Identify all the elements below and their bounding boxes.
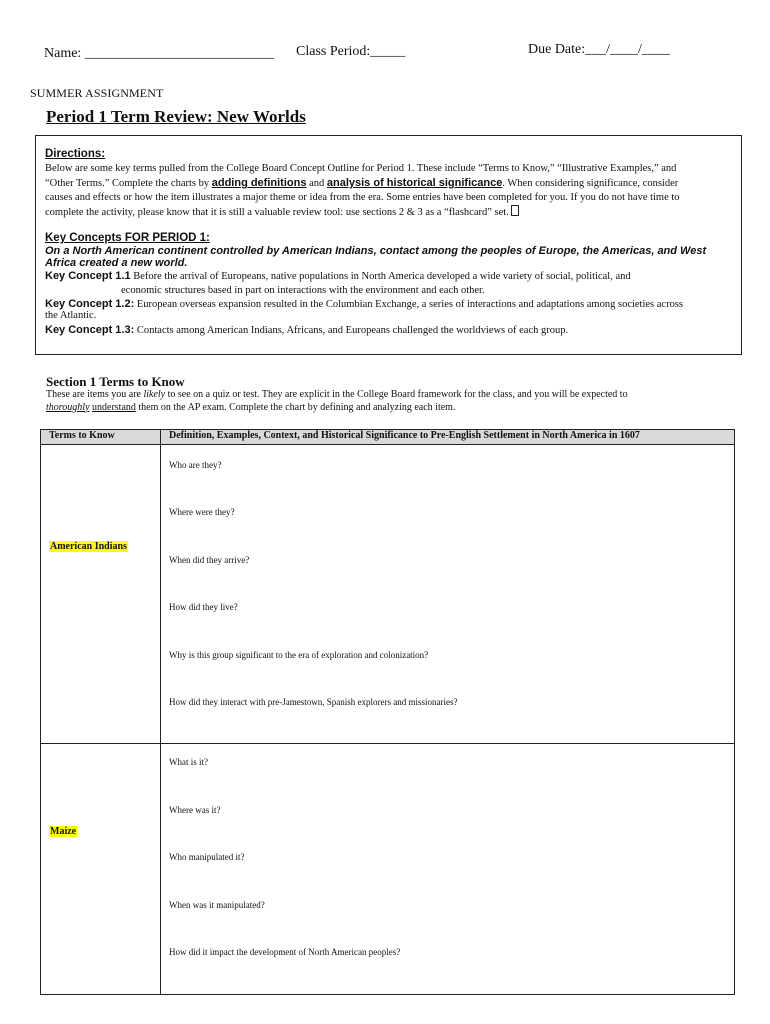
question-prompt: How did they live? xyxy=(169,602,238,612)
directions-line-4-text: complete the activity, please know that it is still a valuable review tool: use sections 2 & 3 as a “flashcard” set. xyxy=(45,207,512,218)
box-glyph-icon xyxy=(511,205,519,216)
directions-line-1: Below are some key terms pulled from the College Board Concept Outline for Period 1. These include “Terms to Know,” “Illustrative Examples,” and xyxy=(45,163,677,174)
table-row xyxy=(41,445,735,744)
answer-cell[interactable] xyxy=(161,445,735,744)
section-1-intro-line-2 xyxy=(46,402,628,415)
adding-definitions-emphasis: adding definitions xyxy=(211,177,307,189)
key-concepts-summary-line-1: On a North American continent controlled by American Indians, contact among the peoples of Europe, the Americas, and West xyxy=(45,245,707,257)
question-prompt: Where was it? xyxy=(169,805,221,815)
page-title: Period 1 Term Review: New Worlds xyxy=(46,107,306,126)
key-concept-1-1-text: Before the arrival of Europeans, native populations in North America developed a wide variety of social, political, and xyxy=(130,271,631,282)
key-concept-1-2 xyxy=(45,297,683,312)
key-concept-1-2-continued: the Atlantic. xyxy=(45,310,97,321)
key-concept-1-1-continued: economic structures based in part on interactions with the environment and each other. xyxy=(121,285,485,296)
key-concept-1-2-text: European overseas expansion resulted in the Columbian Exchange, a series of interactions and adaptations among societies across xyxy=(134,299,683,310)
table-header-row xyxy=(41,430,735,445)
section-1-intro-line-1 xyxy=(46,389,628,402)
directions-heading: Directions: xyxy=(45,148,106,160)
thoroughly-emphasis: thoroughly xyxy=(46,401,90,413)
table-row xyxy=(41,744,735,995)
directions-text xyxy=(45,162,680,220)
section-1-intro-1c: to see on a quiz or test. They are explicit in the College Board framework for the class, and you will be expected to xyxy=(165,389,628,400)
term-cell xyxy=(41,445,161,744)
section-1-intro-1a: These are items you are xyxy=(46,389,144,400)
key-concepts-summary-line-2: Africa created a new world. xyxy=(45,257,188,269)
question-prompt: When did they arrive? xyxy=(169,555,250,565)
answer-cell[interactable] xyxy=(161,744,735,995)
key-concept-1-3-label: Key Concept 1.3: xyxy=(45,324,135,336)
question-prompt: When was it manipulated? xyxy=(169,900,265,910)
question-prompt: Why is this group significant to the era of exploration and colonization? xyxy=(169,650,429,660)
term-label: American Indians xyxy=(50,541,127,552)
key-concepts-heading: Key Concepts FOR PERIOD 1: xyxy=(45,232,210,244)
question-prompt: How did they interact with pre-Jamestown, Spanish explorers and missionaries? xyxy=(169,697,458,707)
key-concept-1-1 xyxy=(45,269,631,284)
directions-line-4 xyxy=(45,205,680,220)
question-prompt: Where were they? xyxy=(169,507,235,517)
due-date-label: Due Date:___/____/____ xyxy=(528,42,670,57)
definition-column-header: Definition, Examples, Context, and Historical Significance to Pre-English Settlement in North America in 1607 xyxy=(161,430,735,445)
term-label: Maize xyxy=(50,826,77,837)
directions-line-2a: “Other Terms.” Complete the charts by xyxy=(45,178,212,189)
assignment-type-label: SUMMER ASSIGNMENT xyxy=(30,86,164,100)
understand-emphasis: understand xyxy=(92,401,136,413)
terms-table xyxy=(40,429,735,995)
key-concept-1-2-label: Key Concept 1.2: xyxy=(45,298,135,310)
question-prompt: What is it? xyxy=(169,757,208,767)
section-1-title: Section 1 Terms to Know xyxy=(46,374,185,389)
question-prompt: Who are they? xyxy=(169,460,222,470)
question-prompt: Who manipulated it? xyxy=(169,852,245,862)
key-concept-1-1-label: Key Concept 1.1 xyxy=(45,270,131,282)
term-cell xyxy=(41,744,161,995)
question-prompt: How did it impact the development of North American peoples? xyxy=(169,947,401,957)
historical-significance-emphasis: analysis of historical significance xyxy=(326,177,503,189)
name-field-label: Name: ___________________________ xyxy=(44,46,274,61)
key-concept-1-3-text: Contacts among American Indians, Africans, and Europeans challenged the worldviews of each group. xyxy=(134,325,569,336)
class-period-label: Class Period:_____ xyxy=(296,44,406,59)
directions-line-2c: and xyxy=(306,178,327,189)
key-concept-1-3 xyxy=(45,323,568,338)
terms-column-header: Terms to Know xyxy=(41,430,161,445)
directions-line-3: causes and effects or how the item illustrates a major theme or idea from the era. Some entries have been completed for you. If you do not have time to xyxy=(45,192,680,203)
section-1-intro-2d: them on the AP exam. Complete the chart by defining and analyzing each item. xyxy=(135,401,456,413)
key-concepts-summary xyxy=(45,245,706,269)
directions-box xyxy=(35,135,742,355)
section-1-intro xyxy=(46,389,628,414)
directions-line-2e: . When considering significance, consider xyxy=(502,178,679,189)
directions-line-2 xyxy=(45,176,680,191)
likely-emphasis: likely xyxy=(143,389,166,400)
